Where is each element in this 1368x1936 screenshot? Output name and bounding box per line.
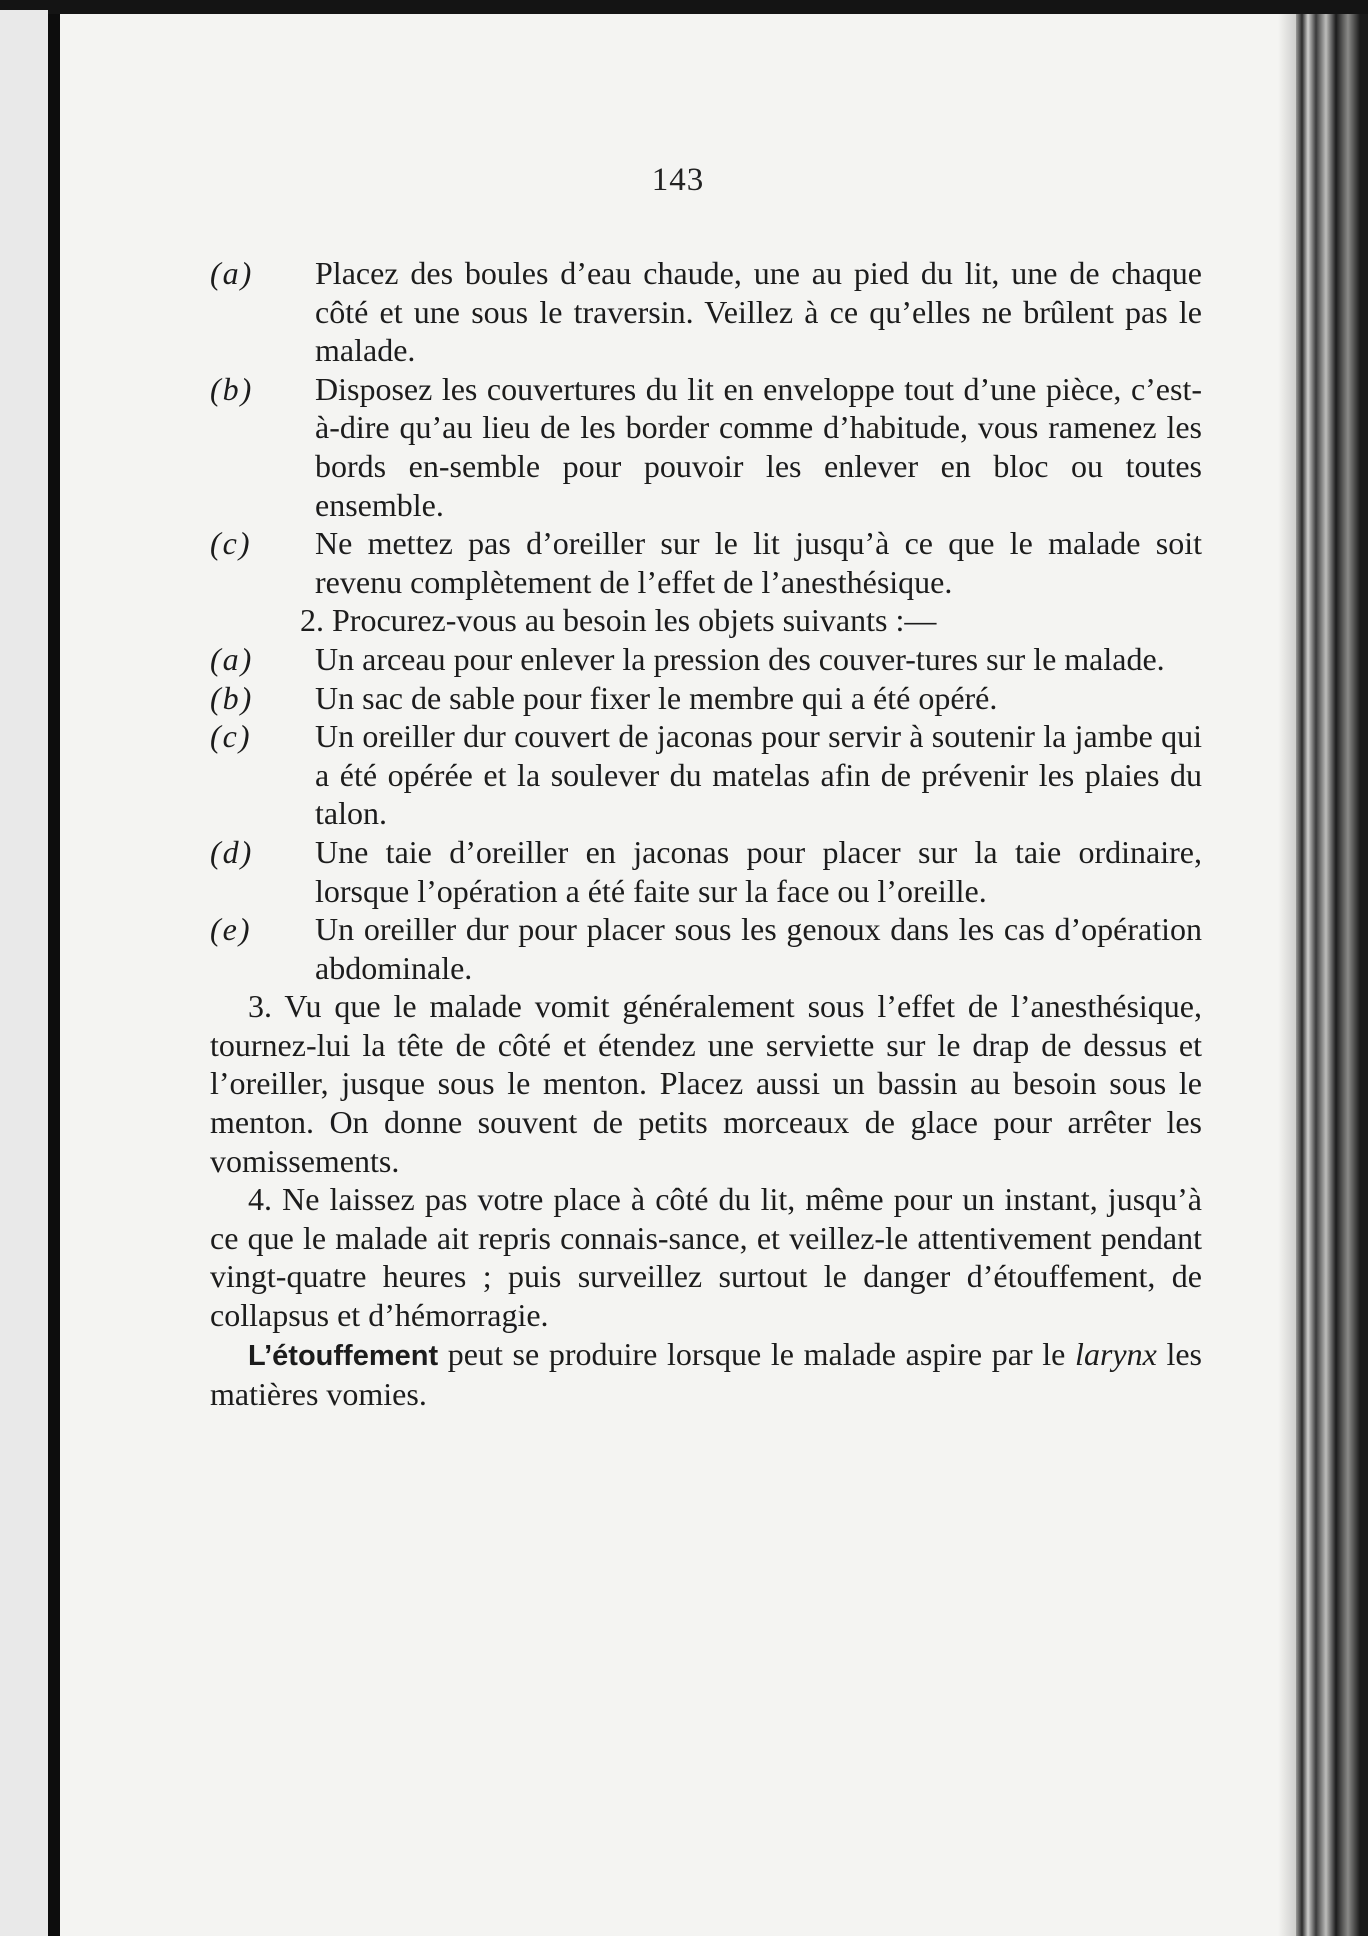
book-page xyxy=(60,14,1296,1936)
item-text: Placez des boules d’eau chaude, une au pied du lit, une de chaque côté et une sous le traversin. Veillez à ce qu’elles ne brûlent pas le malade. xyxy=(315,255,1202,369)
item-marker: (e) xyxy=(210,911,252,948)
list-item xyxy=(210,717,1202,833)
item-number: 4. xyxy=(248,1181,272,1218)
item-marker: (a) xyxy=(210,255,254,291)
page-body-text xyxy=(210,254,1202,1414)
page-number: 143 xyxy=(651,162,705,198)
item-marker: (c) xyxy=(210,718,252,755)
list-item xyxy=(210,679,1202,718)
paragraph-text: peut se produire lorsque le malade aspire par le xyxy=(438,1335,1076,1372)
list-item xyxy=(210,833,1202,910)
numbered-item-3 xyxy=(210,987,1202,1180)
item-marker: (a) xyxy=(210,640,254,677)
item-text: Un arceau pour enlever la pression des couver-tures sur le malade. xyxy=(315,640,1165,677)
item-text: Ne mettez pas d’oreiller sur le lit jusqu’à ce que le malade soit revenu complètement de l’effet de l’anesthésique. xyxy=(315,525,1202,600)
italic-term: larynx xyxy=(1075,1335,1157,1372)
list-item xyxy=(210,524,1202,601)
list-item xyxy=(210,254,1202,370)
numbered-item-4 xyxy=(210,1180,1202,1334)
item-marker: (b) xyxy=(210,370,254,407)
list-item xyxy=(210,370,1202,524)
bold-term: L’étouffement xyxy=(248,1339,439,1372)
item-text: Procurez-vous au besoin les objets suivants :— xyxy=(332,602,937,639)
left-page-edge xyxy=(0,10,48,1936)
paragraph-text: les matières vomies. xyxy=(210,1335,1203,1413)
item-text: Ne laissez pas votre place à côté du lit, même pour un instant, jusqu’à ce que le malade ait repris connais-sance, et veillez-le attentivement pendant vingt-quatre heures ; puis surveillez surtout le danger d’étouffement, de collapsus et d’hémorragie. xyxy=(210,1181,1203,1334)
item-text: Un sac de sable pour fixer le membre qui a été opéré. xyxy=(315,679,998,716)
item-marker: (d) xyxy=(210,833,254,870)
item-text: Vu que le malade vomit généralement sous l’effet de l’anesthésique, tournez-lui la tête de côté et étendez une serviette sur le drap de dessus et l’oreiller, jusque sous le menton. Placez aussi un bassin au besoin sous le menton. On donne souvent de petits morceaux de glace pour arrêter les vomissements. xyxy=(210,988,1203,1179)
item-text: Disposez les couvertures du lit en enveloppe tout d’une pièce, c’est-à-dire qu’au lieu de les border comme d’habitude, vous ramenez les bords en-semble pour pouvoir les enlever en bloc ou toutes ensemble. xyxy=(315,370,1202,523)
list-item xyxy=(210,640,1202,679)
page-edge-shade xyxy=(1278,14,1296,1936)
closing-paragraph xyxy=(210,1335,1202,1414)
item-number: 2. xyxy=(300,602,324,639)
item-text: Une taie d’oreiller en jaconas pour placer sur la taie ordinaire, lorsque l’opération a été faite sur la face ou l’oreille. xyxy=(315,833,1202,909)
item-number: 3. xyxy=(248,988,272,1025)
item-text: Un oreiller dur pour placer sous les genoux dans les cas d’opération abdominale. xyxy=(315,911,1202,986)
book-gutter xyxy=(48,14,60,1936)
list-item xyxy=(210,910,1202,987)
item-marker: (c) xyxy=(210,525,252,562)
book-binding-edge xyxy=(1296,14,1368,1936)
item-text: Un oreiller dur couvert de jaconas pour servir à soutenir la jambe qui a été opérée et la soulever du matelas afin de prévenir les plaies du talon. xyxy=(315,718,1202,832)
item-marker: (b) xyxy=(210,679,254,716)
numbered-item-2 xyxy=(210,601,1202,640)
